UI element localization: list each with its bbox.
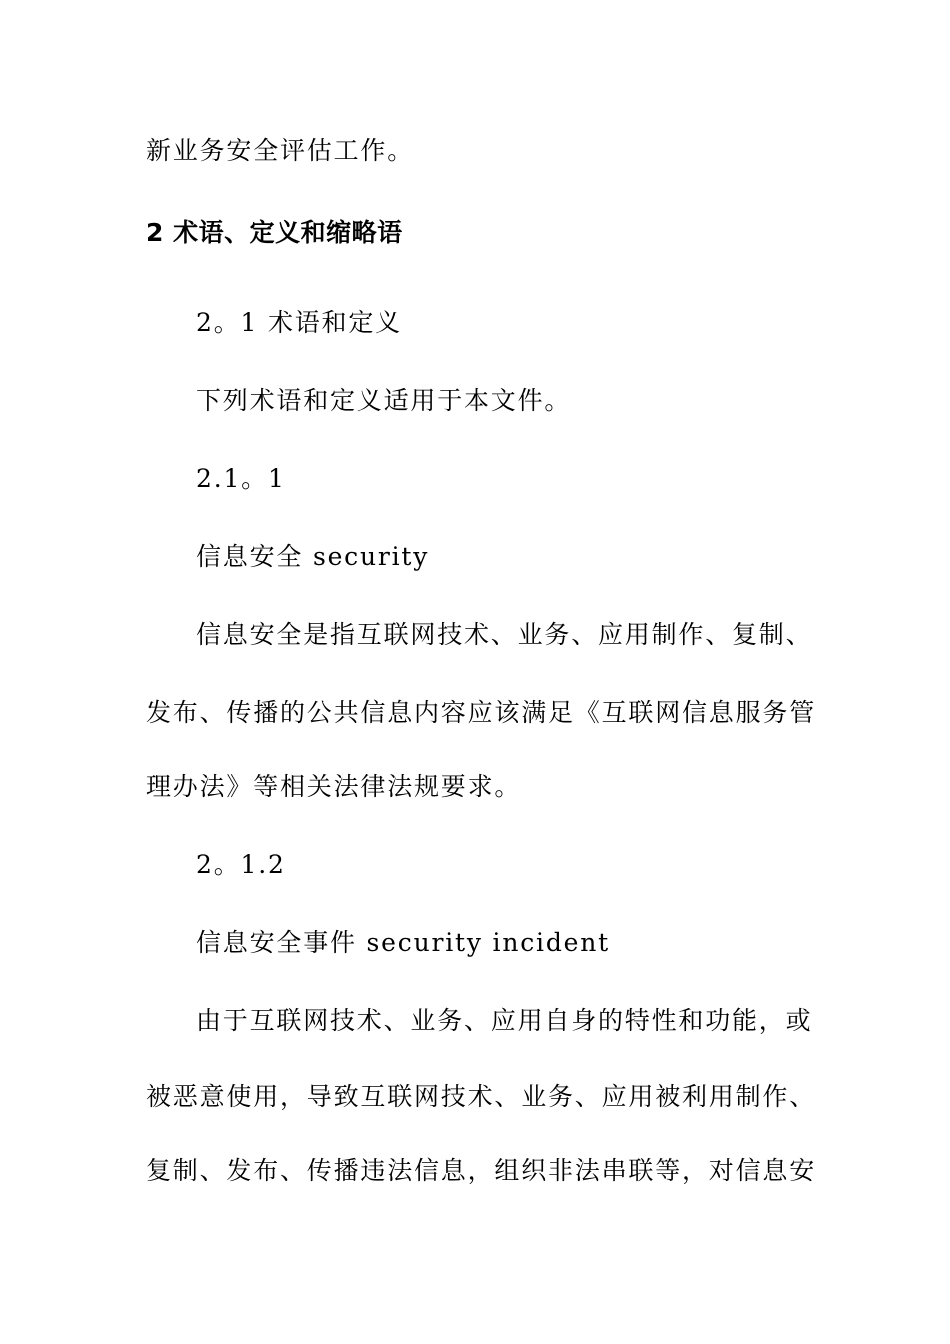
term-definition-1-line-3: 理办法》等相关法律法规要求。	[146, 772, 522, 801]
term-definition-1-line-1: 信息安全是指互联网技术、业务、应用制作、复制、	[196, 620, 813, 649]
term-number-2: 2。1.2	[196, 850, 286, 879]
term-definition-2-line-1: 由于互联网技术、业务、应用自身的特性和功能，或	[196, 1006, 813, 1035]
term-definition-2-line-2: 被恶意使用，导致互联网技术、业务、应用被利用制作、	[146, 1082, 817, 1111]
term-definition-2-line-3: 复制、发布、传播违法信息，组织非法串联等，对信息安	[146, 1156, 817, 1185]
term-number-1: 2.1。1	[196, 464, 286, 493]
paragraph-intro: 下列术语和定义适用于本文件。	[196, 386, 572, 415]
term-title-1: 信息安全 security	[196, 542, 430, 571]
paragraph-continuation: 新业务安全评估工作。	[146, 136, 415, 165]
subsection-heading: 2。1 术语和定义	[196, 308, 402, 337]
term-title-2: 信息安全事件 security incident	[196, 928, 610, 957]
section-heading: 2 术语、定义和缩略语	[146, 218, 403, 247]
term-definition-1-line-2: 发布、传播的公共信息内容应该满足《互联网信息服务管	[146, 698, 817, 727]
